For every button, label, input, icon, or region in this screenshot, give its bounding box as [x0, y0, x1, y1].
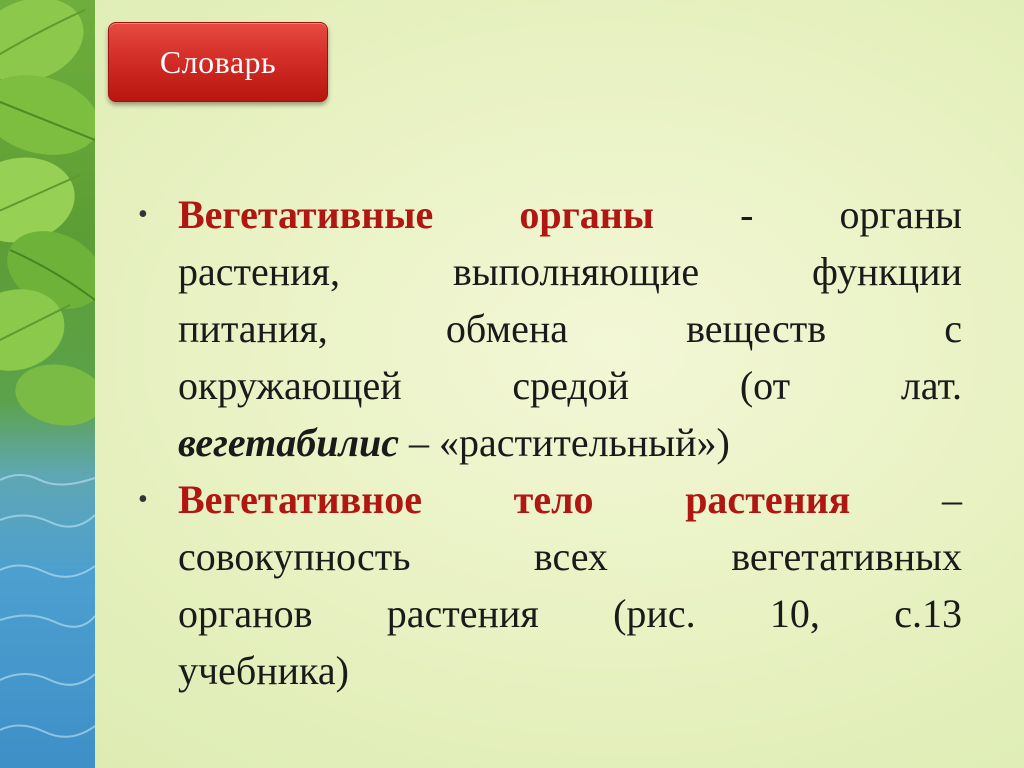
- definition-line: питания, обмена веществ с: [178, 306, 962, 351]
- leaves-water-decoration: [0, 0, 95, 768]
- dictionary-button-label: Словарь: [159, 43, 277, 80]
- definition-line: окружающей средой (от лат.: [178, 363, 962, 408]
- dictionary-button[interactable]: [108, 22, 328, 102]
- term: Вегетативные органы: [178, 192, 655, 237]
- definition-line: [178, 414, 962, 471]
- definition-line: [178, 186, 962, 243]
- definitions-list: [130, 186, 962, 699]
- definition-text: – «растительный»): [398, 420, 730, 465]
- definition-text: –: [850, 477, 962, 522]
- bullet-dot-icon: •: [138, 484, 148, 515]
- definition-item: [130, 186, 962, 471]
- definition-text: - органы: [654, 192, 962, 237]
- definition-line: учебника): [178, 648, 349, 693]
- definition-line: органов растения (рис. 10, с.13: [178, 591, 962, 636]
- definition-line: совокупность всех вегетативных: [178, 534, 962, 579]
- term: Вегетативное тело растения: [178, 477, 851, 522]
- definition-line: [178, 471, 962, 528]
- bullet-dot-icon: •: [138, 199, 148, 230]
- definition-line: растения, выполняющие функции: [178, 249, 962, 294]
- definition-item: [130, 471, 962, 699]
- latin-term: вегетабилис: [178, 420, 399, 465]
